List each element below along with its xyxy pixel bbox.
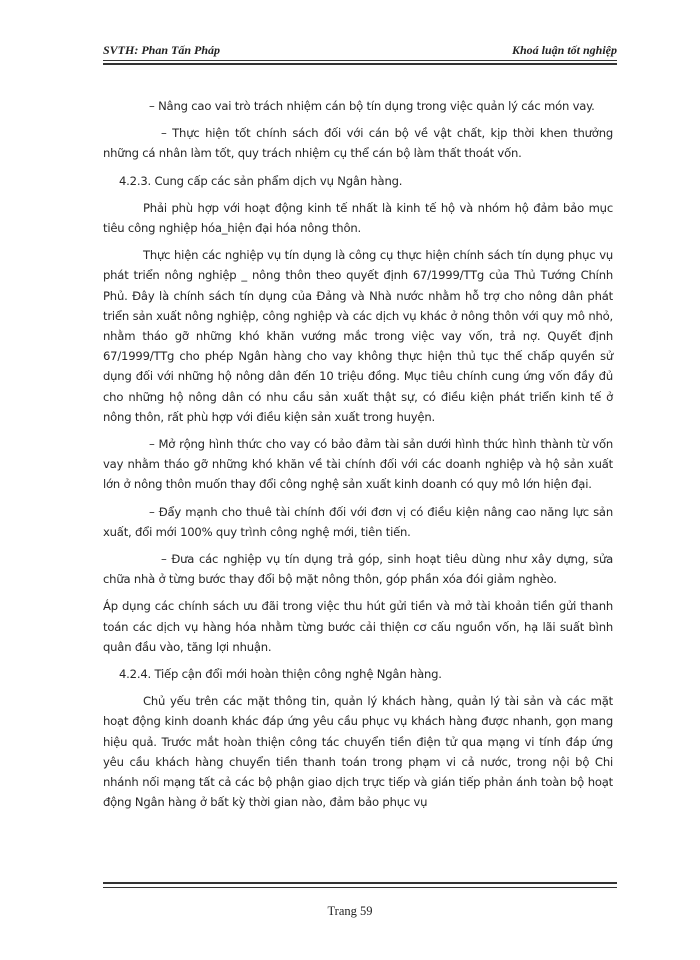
page-number: Trang 59 xyxy=(327,904,373,918)
header-title: Khoá luận tốt nghiệp xyxy=(511,43,617,57)
paragraph: – Đẩy mạnh cho thuê tài chính đối với đơn vị có điều kiện nâng cao năng lực sản xuất, đổi mới 100% quy trình công nghệ mới, tiên tiến. xyxy=(103,504,613,539)
page-header xyxy=(103,40,617,60)
paragraph: – Thực hiện tốt chính sách đối với cán bộ về vật chất, kịp thời khen thưởng những cá nhân làm tốt, quy trách nhiệm cụ thể cán bộ làm thất thoát vốn. xyxy=(103,126,613,161)
header-rule-thick xyxy=(103,63,617,65)
paragraph: – Mở rộng hình thức cho vay có bảo đảm tài sản dưới hình thức hình thành từ vốn vay nhằm tháo gỡ những khó khăn về tài chính đối với các doanh nghiệp và hộ sản xuất lớn ở nông thôn muốn thay đổi công nghệ sản xuất kinh doanh có quy mô lớn hiện đại. xyxy=(103,437,613,492)
paragraph: Phải phù hợp với hoạt động kinh tế nhất là kinh tế hộ và nhóm hộ đảm bảo mục tiêu công nghiệp hóa_hiện đại hóa nông thôn. xyxy=(103,200,613,236)
paragraph: Thực hiện các nghiệp vụ tín dụng là công cụ thực hiện chính sách tín dụng phục vụ phát triển nông nghiệp _ nông thôn theo quyết định 67/1999/TTg của Thủ Tướng Chính Phủ. Đây là chính sách tín dụng của Đảng và Nhà nước nhằm hỗ trợ cho nông dân phát triển sản xuất nông nghiệp, công nghiệp và các dịch vụ khác ở nông thôn với quy mô nhỏ, nhằm tháo gỡ những khó khăn vướng mắc trong việc vay vốn, trả nợ. Quyết định 67/1999/TTg cho phép Ngân hàng cho vay không thực hiện thủ tục thế chấp quyền sử dụng đối với những hộ nông dân đến 10 triệu đồng. Mục tiêu chính cung ứng vốn đầy đủ cho những hộ nông dân có nhu cầu sản xuất thật sự, có điều kiện phát triển kinh tế ở nông thôn, rất phù hợp với điều kiện sản xuất trong huyện. xyxy=(103,248,613,424)
paragraph: Chủ yếu trên các mặt thông tin, quản lý khách hàng, quản lý tài sản và các mặt hoạt động kinh doanh khác đáp ứng yêu cầu phục vụ khách hàng được nhanh, gọn mang hiệu quả. Trước mắt hoàn thiện công tác chuyển tiền điện tử qua mạng vi tính đáp ứng yêu cầu khách hàng chuyển tiền thanh toán trong phạm vi cả nước, trong nội bộ Chi nhánh nối mạng tất cả các bộ phận giao dịch trực tiếp và gián tiếp phản ánh toàn bộ hoạt động Ngân hàng ở bất kỳ thời gian nào, đảm bảo phục vụ xyxy=(103,694,613,810)
footer-rule-thick xyxy=(103,882,617,884)
paragraph: – Nâng cao vai trò trách nhiệm cán bộ tín dụng trong việc quản lý các món vay. xyxy=(149,99,595,113)
page-body xyxy=(103,96,613,820)
paragraph: – Đưa các nghiệp vụ tín dụng trả góp, sinh hoạt tiêu dùng như xây dựng, sửa chữa nhà ở từng bước thay đổi bộ mặt nông thôn, góp phần xóa đói giảm nghèo. xyxy=(103,552,613,587)
header-rule-thin xyxy=(103,60,617,61)
section-heading-4-2-4: 4.2.4. Tiếp cận đổi mới hoàn thiện công nghệ Ngân hàng. xyxy=(119,667,442,682)
paragraph: Áp dụng các chính sách ưu đãi trong việc thu hút gửi tiền và mở tài khoản tiền gửi thanh toán các dịch vụ hàng hóa nhằm từng bước cải thiện cơ cấu nguồn vốn, hạ lãi suất bình quân đầu vào, tăng lợi nhuận. xyxy=(103,599,613,654)
section-heading-4-2-3: 4.2.3. Cung cấp các sản phẩm dịch vụ Ngân hàng. xyxy=(119,173,403,188)
header-author: SVTH: Phan Tấn Pháp xyxy=(103,43,221,57)
footer-rule-thin xyxy=(103,887,617,888)
